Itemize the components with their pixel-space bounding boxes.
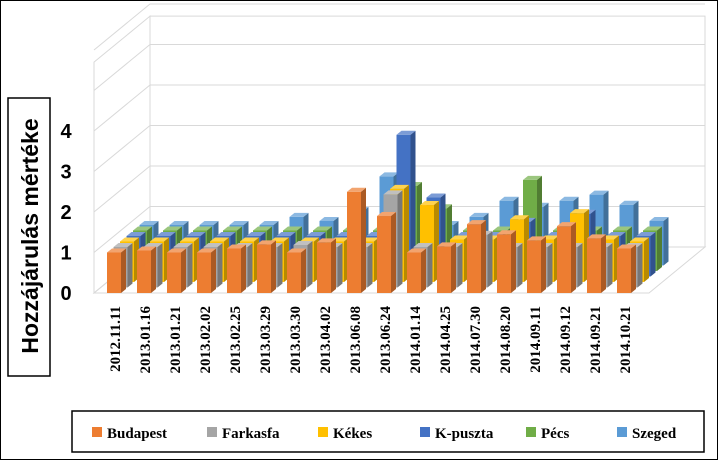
x-tick-label: 2014.09.12 xyxy=(558,306,574,374)
bar-side xyxy=(548,243,553,288)
x-tick-label: 2014.09.11 xyxy=(528,306,544,373)
y-axis-title: Hozzájárulás mértéke xyxy=(17,118,43,354)
bar-front xyxy=(137,250,151,293)
bar-side xyxy=(651,232,656,277)
bar-side xyxy=(488,231,493,288)
bar-side xyxy=(308,241,313,288)
x-tick-label: 2013.06.08 xyxy=(348,306,364,374)
bar-side xyxy=(398,190,403,287)
bar-front xyxy=(347,192,361,293)
bar-side xyxy=(664,217,669,266)
legend-swatch xyxy=(617,427,627,437)
x-tick-label: 2014.09.21 xyxy=(588,306,604,374)
legend-swatch xyxy=(92,427,102,437)
bar-front xyxy=(557,226,571,293)
bar-side xyxy=(428,243,433,288)
bar xyxy=(587,234,606,293)
bar-front xyxy=(257,244,271,293)
bar xyxy=(227,244,246,293)
x-tick-label: 2014.07.30 xyxy=(468,306,484,374)
x-tick-label: 2014.04.25 xyxy=(438,306,454,374)
bar-front xyxy=(467,224,481,293)
x-tick-label: 2013.01.21 xyxy=(168,306,184,374)
x-tick-label: 2014.01.14 xyxy=(408,306,424,374)
x-tick-label: 2012.11.11 xyxy=(108,306,124,372)
y-tick-label: 4 xyxy=(60,121,72,143)
legend-swatch xyxy=(318,427,328,437)
bar-side xyxy=(338,243,343,288)
bar xyxy=(497,230,516,293)
legend-label: K-puszta xyxy=(435,426,494,442)
x-tick-label: 2013.03.30 xyxy=(288,306,304,374)
bar xyxy=(407,249,426,294)
bar-side xyxy=(128,243,133,288)
bar-side xyxy=(391,212,396,293)
bar xyxy=(197,249,216,294)
x-tick-label: 2013.01.16 xyxy=(138,306,154,374)
bar-side xyxy=(601,234,606,293)
bar-side xyxy=(331,238,336,293)
bar xyxy=(167,249,186,294)
bar-side xyxy=(241,244,246,293)
y-tick-label: 0 xyxy=(60,283,72,305)
bar-side xyxy=(301,249,306,294)
y-tick-label: 3 xyxy=(60,161,72,184)
bar-side xyxy=(608,243,613,288)
legend-swatch xyxy=(420,427,430,437)
bar xyxy=(347,188,366,293)
bar-front xyxy=(587,238,601,293)
bar-side xyxy=(368,243,373,288)
x-tick-label: 2013.02.25 xyxy=(228,306,244,374)
bar-front xyxy=(407,253,421,294)
bar-side xyxy=(158,243,163,288)
bar xyxy=(287,249,306,294)
legend-label: Budapest xyxy=(107,426,168,442)
bar-front xyxy=(317,242,331,293)
bar-side xyxy=(361,188,366,293)
bar-side xyxy=(458,243,463,288)
bar xyxy=(437,242,456,293)
bar-front xyxy=(287,253,301,294)
x-tick-label: 2014.08.20 xyxy=(498,306,514,374)
bar-side xyxy=(271,240,276,293)
bar xyxy=(317,238,336,293)
bar xyxy=(107,249,126,294)
bar-side xyxy=(151,246,156,293)
bar-side xyxy=(571,222,576,293)
x-tick-label: 2013.03.29 xyxy=(258,306,274,374)
bar-side xyxy=(218,243,223,288)
bar-side xyxy=(657,227,662,272)
y-tick-label: 1 xyxy=(60,242,72,265)
bar-front xyxy=(437,246,451,293)
bar-front xyxy=(617,248,631,293)
bar-front xyxy=(167,253,181,294)
bar xyxy=(467,220,486,293)
bar-side xyxy=(211,249,216,294)
bar-side xyxy=(181,249,186,294)
bar-side xyxy=(644,238,649,283)
bar-side xyxy=(638,243,643,288)
bar-side xyxy=(121,249,126,294)
bar xyxy=(137,246,156,293)
bar-side xyxy=(481,220,486,293)
bar xyxy=(617,244,636,293)
bar xyxy=(377,212,396,293)
bar-side xyxy=(518,243,523,288)
x-tick-label: 2013.02.02 xyxy=(198,306,214,374)
legend-label: Kékes xyxy=(333,426,373,442)
bar-side xyxy=(631,244,636,293)
bar-side xyxy=(421,249,426,294)
bar xyxy=(257,240,276,293)
x-tick-label: 2013.06.24 xyxy=(378,306,394,374)
x-tick-label: 2014.10.21 xyxy=(618,306,634,374)
bar-side xyxy=(451,242,456,293)
bar-front xyxy=(497,234,511,293)
bar-front xyxy=(227,248,241,293)
bar-side xyxy=(541,236,546,293)
legend-swatch xyxy=(526,427,536,437)
bar-side xyxy=(578,243,583,288)
bar-front xyxy=(107,253,121,294)
bar-side xyxy=(248,243,253,288)
bar-side xyxy=(511,230,516,293)
bar xyxy=(527,236,546,293)
bar-side xyxy=(188,243,193,288)
bar-side xyxy=(278,243,283,288)
y-tick-label: 2 xyxy=(60,202,72,224)
legend-label: Farkasfa xyxy=(222,426,280,442)
legend xyxy=(72,411,704,452)
legend-label: Szeged xyxy=(632,426,677,442)
bar xyxy=(557,222,576,293)
bar-front xyxy=(197,253,211,294)
legend-label: Pécs xyxy=(541,426,570,442)
legend-swatch xyxy=(207,427,217,437)
y-axis-title-box xyxy=(8,98,50,376)
x-tick-label: 2013.04.02 xyxy=(318,306,334,374)
bar-front xyxy=(377,216,391,293)
bar-front xyxy=(527,240,541,293)
